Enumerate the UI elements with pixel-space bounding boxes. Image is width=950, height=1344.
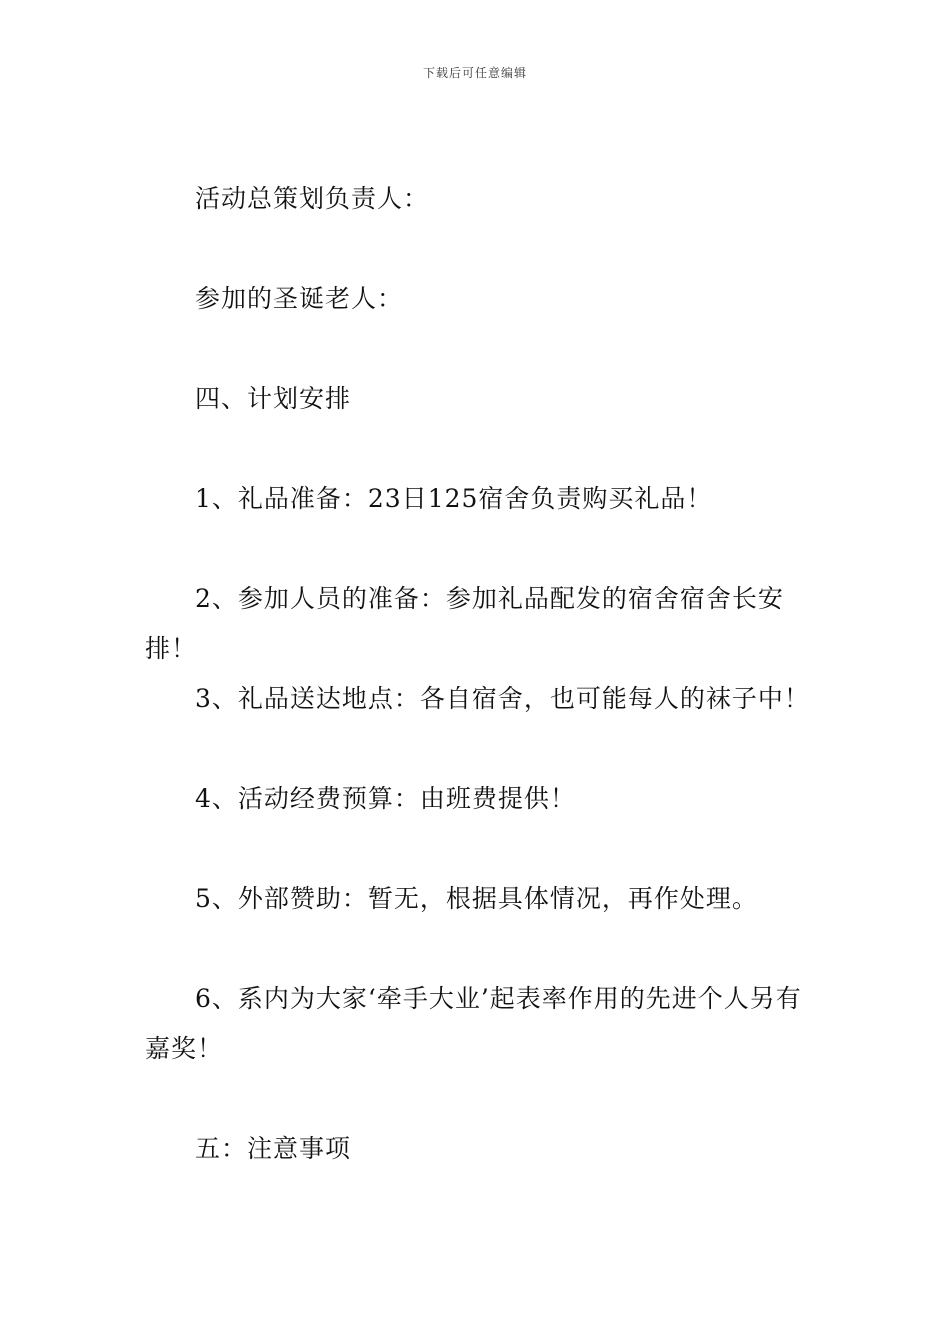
section-heading-plan: 四、计划安排 <box>195 384 352 413</box>
plan-item-5: 5、外部赞助：暂无，根据具体情况，再作处理。 <box>195 884 758 913</box>
line-chief-planner: 活动总策划负责人： <box>195 184 430 213</box>
plan-item-4: 4、活动经费预算：由班费提供！ <box>195 784 576 813</box>
plan-item-6: 6、系内为大家‘牵手大业’起表率作用的先进个人另有嘉奖！ <box>145 984 802 1063</box>
section-heading-notes: 五：注意事项 <box>195 1134 352 1163</box>
line-santa-participants: 参加的圣诞老人： <box>195 284 404 313</box>
plan-item-2: 2、参加人员的准备：参加礼品配发的宿舍宿舍长安排！ <box>145 584 784 663</box>
header-note: 下载后可任意编辑 <box>422 66 527 80</box>
plan-item-3: 3、礼品送达地点：各自宿舍，也可能每人的袜子中！ <box>195 684 810 713</box>
plan-item-1: 1、礼品准备：23日125宿舍负责购买礼品！ <box>195 484 713 513</box>
